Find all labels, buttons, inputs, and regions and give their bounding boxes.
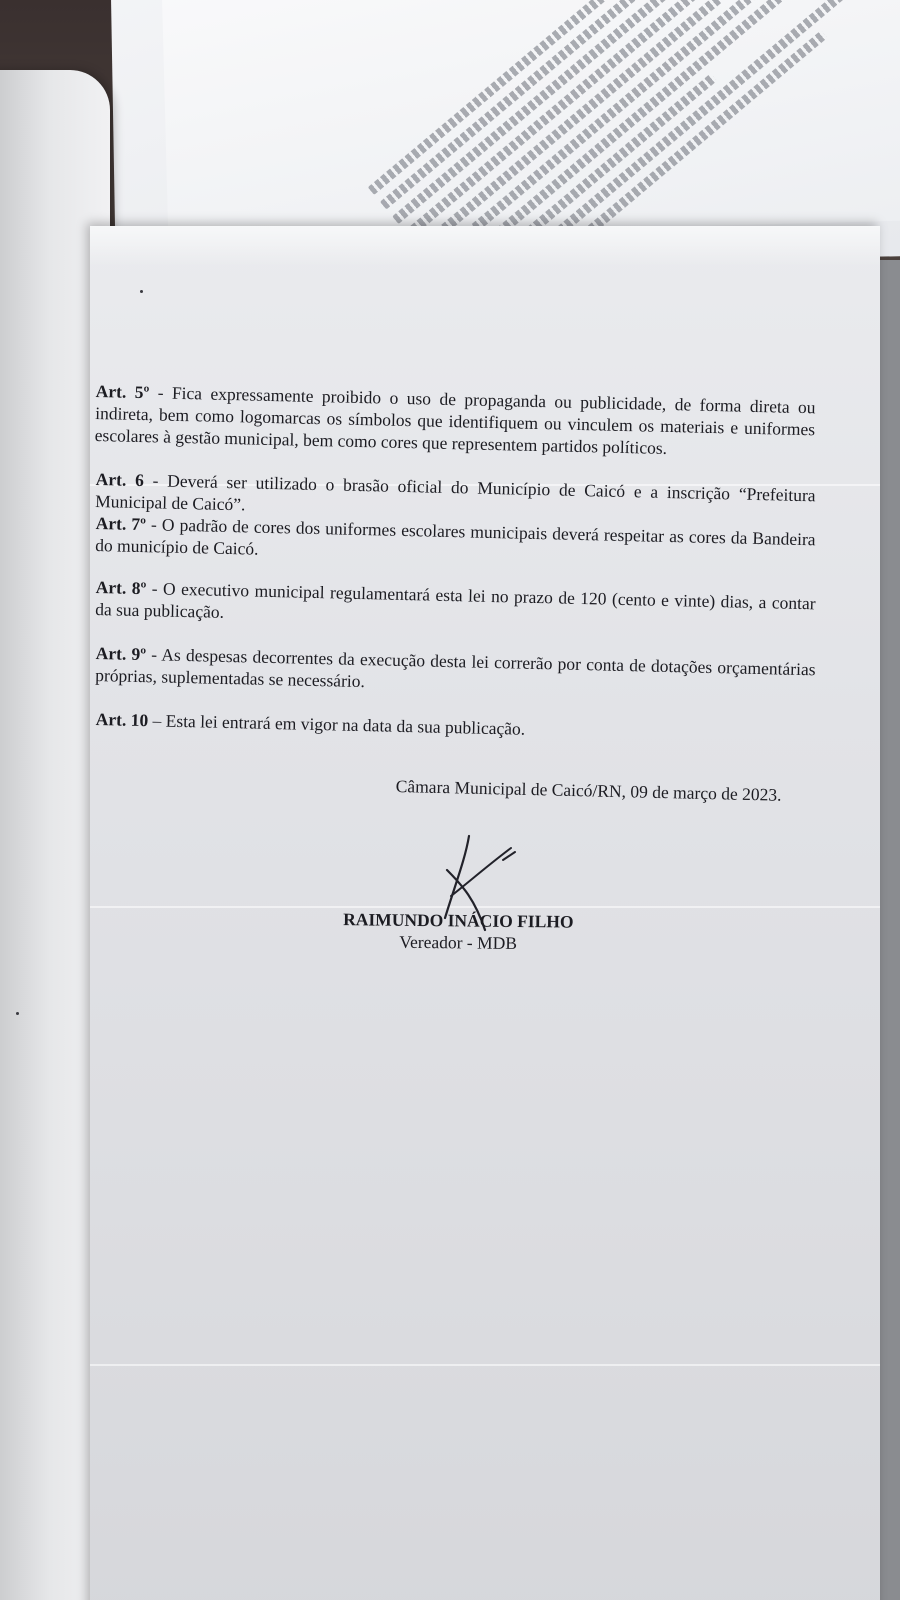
date-location-line: Câmara Municipal de Caicó/RN, 09 de março de 2023. <box>395 776 782 805</box>
article-label: Art. 10 <box>95 708 149 731</box>
article-text: – Esta lei entrará em vigor na data da sua publicação. <box>147 710 526 739</box>
article-label: Art. 5º <box>95 380 150 403</box>
article-text: - O executivo municipal regulamentará esta lei no prazo de 120 (cento e vinte) dias, a contar da sua publicação. <box>95 578 816 622</box>
article-label: Art. 9º <box>95 642 147 665</box>
article-text: - Fica expressamente proibido o uso de propaganda ou publicidade, de forma direta ou indireta, bem como logomarcas os símbolos que identifiquem ou vinculem os materiais e uniformes escolares à gestão municipal, bem como cores que representem partidos políticos. <box>94 382 816 458</box>
article-text: - Deverá ser utilizado o brasão oficial do Município de Caicó e a inscrição “Prefeitura Municipal de Caicó”. <box>95 470 816 515</box>
article-label: Art. 7º <box>95 512 147 535</box>
page-speck <box>140 290 143 293</box>
page-speck <box>16 1012 19 1015</box>
article-text: - O padrão de cores dos uniformes escolares municipais deverá respeitar as cores da Bandeira do município de Caicó. <box>95 514 816 559</box>
article-text: - As despesas decorrentes da execução desta lei correrão por conta de dotações orçamentárias próprias, suplementadas se necessário. <box>95 644 816 692</box>
signer-block <box>326 908 591 955</box>
article-label: Art. 6 <box>95 468 145 491</box>
signer-name: RAIMUNDO INÁCIO FILHO <box>343 909 574 932</box>
article-label: Art. 8º <box>95 576 147 599</box>
signer-role: Vereador - MDB <box>399 931 518 954</box>
page-fold <box>90 1364 880 1366</box>
